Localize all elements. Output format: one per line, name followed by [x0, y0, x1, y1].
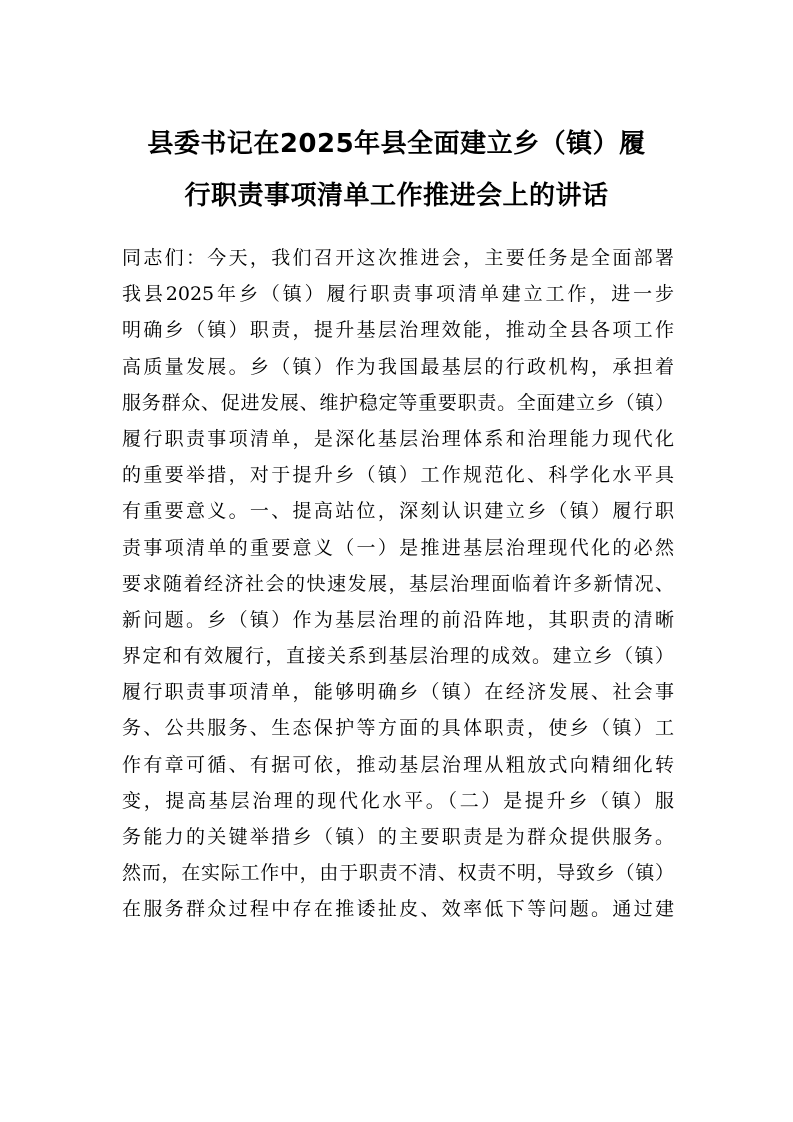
body-line: 履行职责事项清单，是深化基层治理体系和治理能力现代化	[122, 427, 674, 450]
body-line: 务能力的关键举措乡（镇）的主要职责是为群众提供服务。	[122, 826, 674, 848]
body-line: 然而，在实际工作中，由于职责不清、权责不明，导致乡（镇）	[122, 862, 674, 885]
body-line: 界定和有效履行，直接关系到基层治理的成效。建立乡（镇）	[122, 645, 674, 668]
body-line: 新问题。乡（镇）作为基层治理的前沿阵地，其职责的清晰	[122, 608, 674, 631]
body-line: 变，提高基层治理的现代化水平。（二）是提升乡（镇）服	[122, 789, 674, 812]
document-title	[100, 118, 693, 222]
document-body	[122, 240, 674, 928]
body-line: 高质量发展。乡（镇）作为我国最基层的行政机构，承担着	[122, 355, 674, 378]
body-line: 有重要意义。一、提高站位，深刻认识建立乡（镇）履行职	[122, 500, 674, 523]
body-line: 明确乡（镇）职责，提升基层治理效能，推动全县各项工作	[122, 319, 674, 342]
body-line: 服务群众、促进发展、维护稳定等重要职责。全面建立乡（镇）	[122, 391, 674, 414]
body-line: 在服务群众过程中存在推诿扯皮、效率低下等问题。通过建	[122, 898, 674, 921]
body-line: 我县2025年乡（镇）履行职责事项清单建立工作，进一步	[122, 283, 674, 306]
body-line: 履行职责事项清单，能够明确乡（镇）在经济发展、社会事	[122, 681, 674, 704]
title-line-1: 县委书记在2025年县全面建立乡（镇）履	[147, 129, 646, 159]
body-line: 作有章可循、有据可依，推动基层治理从粗放式向精细化转	[122, 753, 674, 776]
body-line: 要求随着经济社会的快速发展，基层治理面临着许多新情况、	[122, 572, 674, 595]
body-line: 同志们：今天，我们召开这次推进会，主要任务是全面部署	[122, 247, 674, 269]
body-line: 责事项清单的重要意义（一）是推进基层治理现代化的必然	[122, 536, 674, 559]
body-line: 的重要举措，对于提升乡（镇）工作规范化、科学化水平具	[122, 464, 674, 487]
title-line-2: 行职责事项清单工作推进会上的讲话	[184, 181, 609, 211]
body-line: 务、公共服务、生态保护等方面的具体职责，使乡（镇）工	[122, 717, 674, 740]
